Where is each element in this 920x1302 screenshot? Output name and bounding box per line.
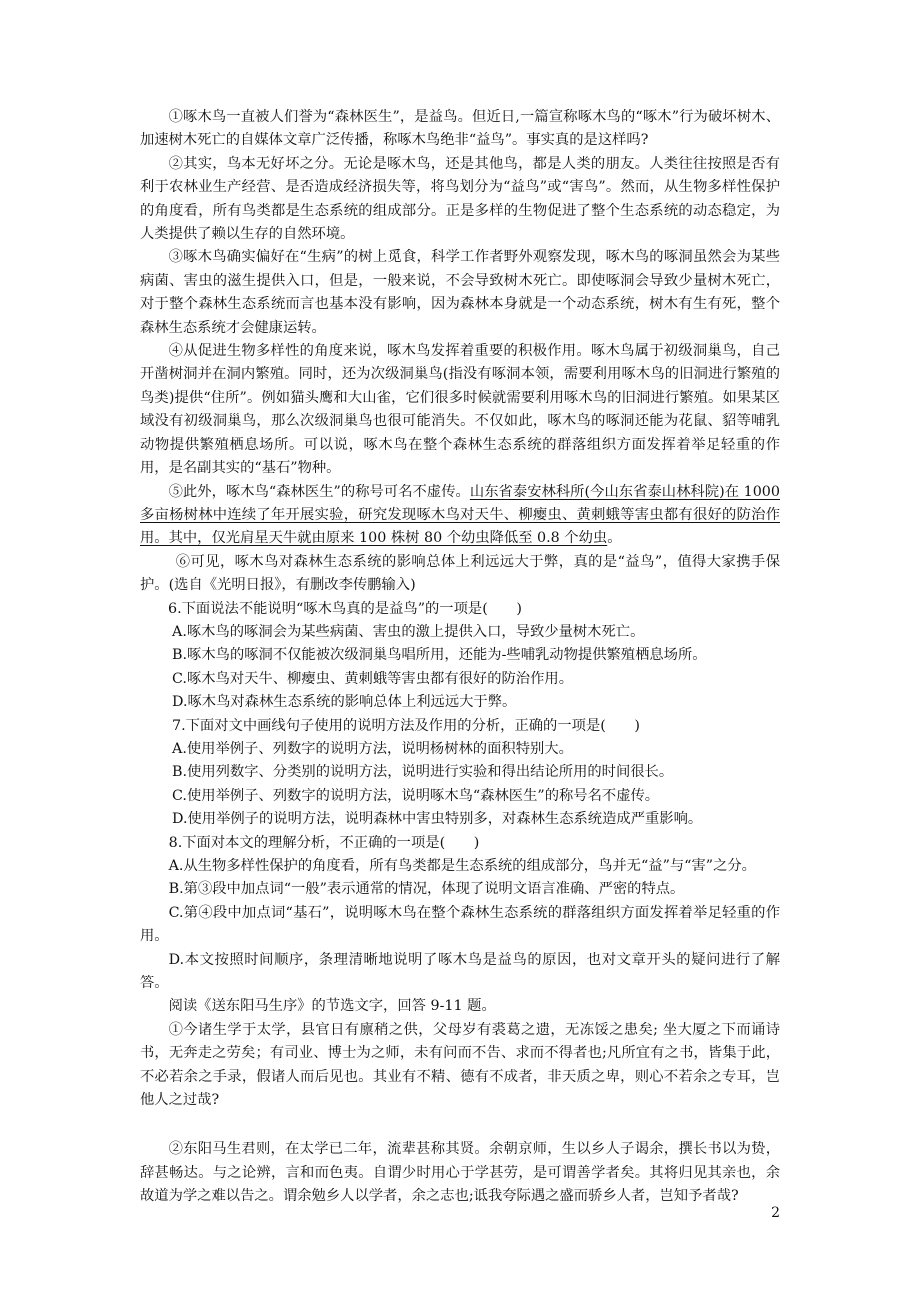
question-8-option-d: D.本文按照时间顺序，条理清晰地说明了啄木鸟是益鸟的原因，也对文章开头的疑问进行了解答。: [140, 951, 780, 992]
paragraph-5-text: ⑤此外，啄木鸟“森林医生”的称号可名不虚传。: [168, 483, 470, 500]
page-number: 2: [771, 1205, 780, 1221]
passage2-paragraph-2: ②东阳马生君则，在太学已二年，流辈甚称其贤。余朝京师，生以乡人子谒余，撰长书以为贽，辞甚畅达。与之论辨，言和而色夷。自谓少时用心于学甚劳，是可谓善学者矣。其将归见其亲也，余故道为学之难以告之。谓余勉乡人以学者，余之志也;诋我夸际遇之盛而骄乡人者，岂知予者哉?: [140, 1141, 780, 1205]
question-7-option-b: B.使用列数字、分类别的说明方法，说明进行实验和得出结论所用的时间很长。: [172, 764, 674, 781]
underlined-sentence: 山东省泰安林科所(今山东省泰山林科院)在 1000 多亩杨树林中连续了年开展实验，研究发现啄木鸟对天牛、柳瘿虫、黄刺蛾等害虫都有很好的防治作用。其中，仅光肩星天牛就由原来 100 株树 80 个幼虫降低至 0.8 个幼虫: [140, 483, 780, 547]
question-6-option-a: A.啄木鸟的啄洞会为某些病菌、害虫的激上提供入口，导致少量树木死亡。: [172, 623, 645, 640]
question-7-option-d: D.使用举例子的说明方法，说明森林中害虫特别多，对森林生态系统造成严重影响。: [172, 811, 703, 828]
question-7-stem: 7.下面对文中画线句子使用的说明方法及作用的分析，正确的一项是( ): [172, 717, 640, 734]
passage2-intro: 阅读《送东阳马生序》的节选文字，回答 9-11 题。: [168, 998, 496, 1015]
question-7-option-a: A.使用举例子、列数字的说明方法，说明杨树林的面积特别大。: [172, 740, 573, 757]
question-6-option-d: D.啄木鸟对森林生态系统的影响总体上利远远大于弊。: [172, 694, 517, 711]
passage1-paragraph-3: ③啄木鸟确实偏好在“生病”的树上觅食，科学工作者野外观察发现，啄木鸟的啄洞虽然会为某些病菌、害虫的滋生提供入口，但是，一般来说，不会导致树木死亡。即使啄洞会导致少量树木死亡，对于整个森林生态系统而言也基本没有影响，因为森林本身就是一个动态系统，树木有生有死，整个森林生态系统才会健康运转。: [140, 249, 780, 336]
question-7-option-c: C.使用举例子、列数字的说明方法，说明啄木鸟“森林医生”的称号名不虚传。: [172, 787, 660, 804]
question-8-option-b: B.第③段中加点词“一般”表示通常的情况，体现了说明文语言准确、严密的特点。: [168, 881, 685, 898]
question-8-option-a: A.从生物多样性保护的角度看，所有鸟类都是生态系统的组成部分，鸟并无“益”与“害”之分。: [168, 858, 756, 874]
passage1-paragraph-1: ①啄木鸟一直被人们誉为“森林医生”，是益鸟。但近日,一篇宣称啄木鸟的“啄木”行为破坏树木、加速树木死亡的自媒体文章广泛传播，称啄木鸟绝非“益鸟”。事实真的是这样吗?: [140, 109, 780, 149]
question-6-option-c: C.啄木鸟对天牛、柳瘿虫、黄刺蛾等害虫都有很好的防治作用。: [172, 670, 573, 687]
question-6-option-b: B.啄木鸟的啄洞不仅能被次级洞巢鸟唱所用，还能为-些哺乳动物提供繁殖栖息场所。: [172, 647, 707, 664]
passage1-paragraph-6: ⑥可见，啄木鸟对森林生态系统的影响总体上利远远大于弊，真的是“益鸟”，值得大家携手保护。(选自《光明日报》，有删改李传鹏输入): [140, 553, 780, 594]
question-8-stem: 8.下面对本文的理解分析，不正确的一项是( ): [168, 834, 480, 851]
passage1-paragraph-2: ②其实，鸟本无好坏之分。无论是啄木鸟，还是其他鸟，都是人类的朋友。人类往往按照是否有利于农林业生产经营、是否造成经济损失等，将鸟划分为“益鸟”或“害鸟”。然而，从生物多样性保护的角度看，所有鸟类都是生态系统的组成部分。正是多样的生物促进了整个生态系统的动态稳定，为人类提供了赖以生存的自然环境。: [140, 155, 780, 243]
passage1-paragraph-5: [140, 481, 780, 551]
passage2-paragraph-1: ①今诸生学于太学，县官日有廪稍之供，父母岁有裘葛之遗，无冻馁之患矣; 坐大厦之下而诵诗书，无奔走之劳矣；有司业、博士为之师，未有问而不告、求而不得者也;凡所宜有之书，皆集于此，不必若余之手录，假诸人而后见也。其业有不精、德有不成者，非天质之卑，则心不若余之专耳，岂他人之过哉?: [140, 1021, 780, 1109]
question-8-option-c: C.第④段中加点词“基石”，说明啄木鸟在整个森林生态系统的群落组织方面发挥着举足轻重的作用。: [140, 904, 780, 945]
passage1-paragraph-4: ④从促进生物多样性的角度来说，啄木鸟发挥着重要的积极作用。啄木鸟属于初级洞巢鸟，自己开凿树洞并在洞内繁殖。同时，还为次级洞巢鸟(指没有啄洞本领，需要利用啄木鸟的旧洞进行繁殖的鸟类)提供“住所”。例如猫头鹰和大山雀，它们很多时候就需要利用啄木鸟的旧洞进行繁殖。如果某区域没有初级洞巢鸟，那么次级洞巢鸟也很可能消失。不仅如此，啄木鸟的啄洞还能为花鼠、貂等哺乳动物提供繁殖栖息场所。可以说，啄木鸟在整个森林生态系统的群落组织方面发挥着举足轻重的作用，是名副其实的“基石”物种。: [140, 343, 780, 477]
paragraph-5-end: 。: [607, 530, 622, 547]
document-page: [140, 106, 780, 1209]
question-6-stem: 6.下面说法不能说明“啄木鸟真的是益鸟”的一项是( ): [168, 600, 522, 617]
paragraph-gap: [140, 1112, 780, 1138]
